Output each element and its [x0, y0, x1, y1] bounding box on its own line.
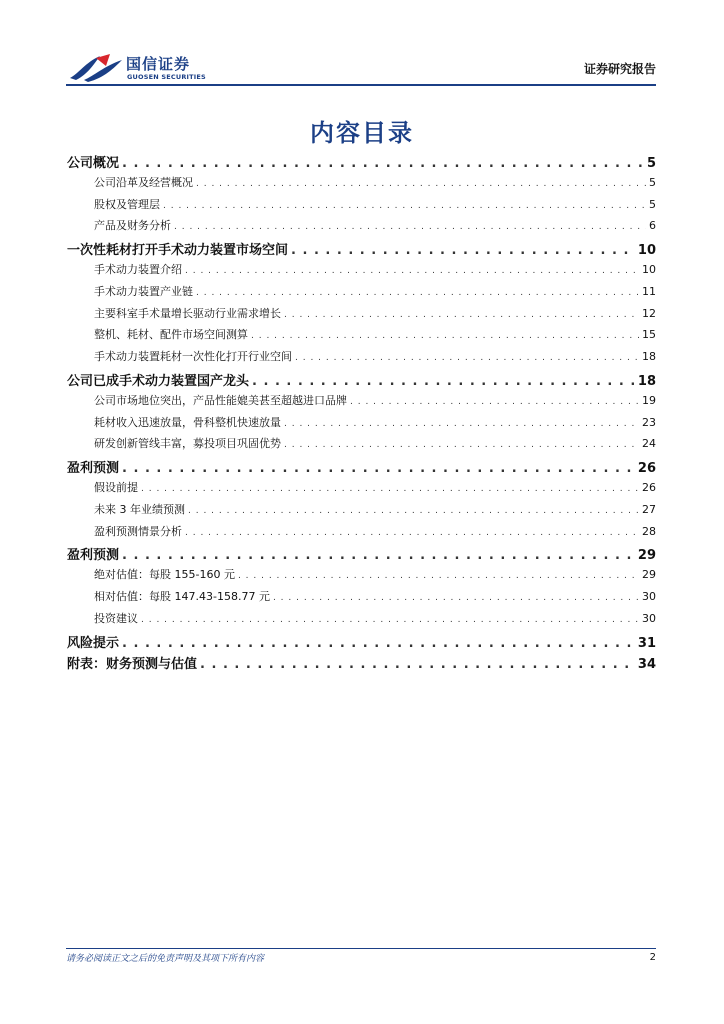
toc-entry-label: 盈利预测情景分析	[94, 524, 182, 538]
toc-entry-label: 未来 3 年业绩预测	[94, 502, 185, 516]
disclaimer-text: 请务必阅读正文之后的免责声明及其项下所有内容	[66, 954, 265, 964]
toc-title: 内容目录	[310, 119, 414, 147]
logo-text-en: GUOSEN SECURITIES	[127, 73, 206, 81]
toc-subsection[interactable]	[67, 610, 656, 626]
toc-subsection[interactable]	[67, 283, 656, 299]
toc-entry-page: 29	[642, 568, 656, 582]
toc-leader-dots	[196, 288, 639, 298]
toc-entry-label: 假设前提	[94, 481, 138, 494]
toc-entry-label: 手术动力装置产业链	[94, 284, 193, 298]
toc-entry-label: 相对估值：每股 147.43-158.77 元	[94, 590, 270, 603]
toc-entry-label: 风险提示	[67, 635, 120, 651]
toc-leader-dots	[196, 179, 646, 189]
toc-subsection[interactable]	[67, 217, 656, 233]
toc-entry-label: 手术动力装置耗材一次性化打开行业空间	[94, 350, 292, 364]
toc-subsection[interactable]	[67, 479, 656, 495]
toc-section[interactable]	[67, 239, 656, 258]
toc-entry-label: 公司市场地位突出，产品性能媲美甚至超越进口品牌	[94, 393, 347, 407]
toc-subsection[interactable]	[67, 261, 656, 277]
toc-entry-label: 整机、耗材、配件市场空间测算	[94, 328, 248, 342]
toc-leader-dots	[122, 461, 635, 476]
toc-section[interactable]	[67, 544, 656, 563]
toc-entry-page: 12	[642, 306, 656, 320]
toc-subsection[interactable]	[67, 501, 656, 517]
toc-entry-page: 30	[642, 590, 656, 603]
report-type-label: 证券研究报告	[583, 62, 656, 76]
toc-entry-label: 绝对估值：每股 155-160 元	[94, 568, 235, 582]
toc-leader-dots	[122, 156, 644, 171]
toc-entry-label: 盈利预测	[67, 461, 120, 477]
toc-entry-page: 34	[637, 657, 656, 673]
toc-leader-dots	[295, 353, 639, 363]
toc-entry-page: 18	[637, 374, 656, 389]
toc-subsection[interactable]	[67, 196, 656, 212]
toc-subsection[interactable]	[67, 435, 656, 451]
toc-entry-page: 18	[642, 350, 656, 364]
toc-section[interactable]	[67, 370, 656, 389]
toc-subsection[interactable]	[67, 588, 656, 604]
toc-leader-dots	[350, 397, 639, 407]
toc-entry-page: 6	[649, 219, 656, 233]
company-logo	[66, 52, 276, 84]
toc-entry-label: 耗材收入迅速放量，骨科整机快速放量	[94, 415, 281, 429]
toc-entry-label: 公司概况	[67, 156, 120, 171]
toc-leader-dots	[284, 419, 639, 429]
toc-entry-label: 研发创新管线丰富，募投项目巩固优势	[94, 437, 281, 451]
toc-subsection[interactable]	[67, 566, 656, 582]
toc-section[interactable]	[67, 457, 656, 476]
toc-leader-dots	[141, 484, 639, 494]
toc-leader-dots	[291, 243, 635, 258]
toc-leader-dots	[163, 201, 646, 211]
header-divider	[66, 84, 656, 86]
toc-entry-label: 手术动力装置介绍	[94, 263, 182, 276]
toc-leader-dots	[185, 528, 639, 538]
toc-subsection[interactable]	[67, 174, 656, 190]
footer-divider	[66, 948, 656, 949]
toc-entry-page: 29	[637, 548, 656, 564]
toc-entry-page: 5	[649, 197, 656, 211]
toc-entry-label: 股权及管理层	[94, 197, 160, 211]
toc-entry-label: 盈利预测	[67, 548, 120, 564]
page-number: 2	[649, 952, 656, 963]
toc-entry-page: 19	[642, 393, 656, 407]
toc-entry-page: 30	[642, 611, 656, 625]
toc-entry-page: 24	[642, 437, 656, 451]
toc-entry-page: 31	[637, 635, 656, 651]
toc-leader-dots	[273, 593, 639, 603]
toc-leader-dots	[188, 506, 639, 516]
logo-text-cn: 国信证券	[126, 55, 191, 73]
toc-entry-page: 26	[637, 461, 656, 477]
toc-entry-page: 11	[642, 284, 656, 298]
page-header	[66, 50, 656, 86]
toc-subsection[interactable]	[67, 326, 656, 342]
toc-leader-dots	[185, 266, 639, 276]
toc-entry-page: 5	[646, 156, 656, 171]
toc-entry-page: 15	[642, 328, 656, 342]
toc-leader-dots	[238, 571, 639, 581]
toc-entry-page: 26	[642, 481, 656, 494]
toc-leader-dots	[252, 374, 635, 389]
toc-leader-dots	[284, 310, 639, 320]
toc-entry-label: 公司已成手术动力装置国产龙头	[67, 374, 250, 389]
toc-subsection[interactable]	[67, 523, 656, 539]
toc-subsection[interactable]	[67, 305, 656, 321]
toc-leader-dots	[174, 222, 646, 232]
toc-entry-page: 10	[637, 243, 656, 259]
toc-entry-label: 产品及财务分析	[94, 219, 171, 233]
toc-leader-dots	[122, 636, 635, 651]
toc-entry-label: 主要科室手术量增长驱动行业需求增长	[94, 306, 281, 320]
toc-entry-page: 10	[642, 263, 656, 276]
toc-subsection[interactable]	[67, 348, 656, 364]
toc-section[interactable]	[67, 152, 656, 171]
guosen-logo-icon	[66, 52, 126, 84]
toc-entry-label: 一次性耗材打开手术动力装置市场空间	[67, 243, 289, 259]
toc-leader-dots	[141, 615, 639, 625]
toc-entry-page: 23	[642, 415, 656, 429]
toc-entry-page: 5	[649, 175, 656, 189]
toc-section[interactable]	[67, 632, 656, 651]
toc-leader-dots	[200, 657, 635, 672]
toc-subsection[interactable]	[67, 414, 656, 430]
toc-leader-dots	[284, 440, 639, 450]
toc-entry-label: 附表：财务预测与估值	[67, 657, 198, 673]
toc-entry-label: 投资建议	[94, 611, 138, 625]
toc-leader-dots	[122, 548, 635, 563]
toc-entry-label: 公司沿革及经营概况	[94, 175, 193, 189]
toc-entry-page: 28	[642, 524, 656, 538]
toc-entry-page: 27	[642, 502, 656, 516]
toc-subsection[interactable]	[67, 392, 656, 408]
toc-leader-dots	[251, 331, 639, 341]
toc-section[interactable]	[67, 653, 656, 672]
